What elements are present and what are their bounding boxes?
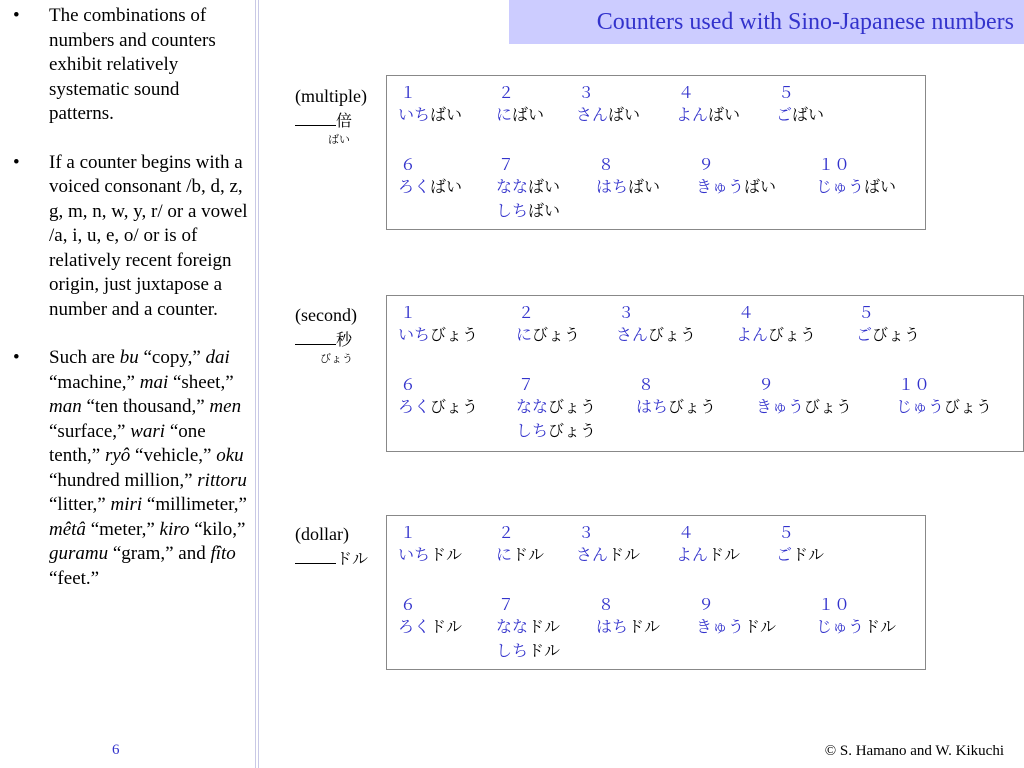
number-kana: きゅう [756,397,805,416]
reading-cell-alt [496,641,560,661]
number-kana: ろく [398,617,431,636]
number-kana: さん [576,545,609,564]
reading-cell [736,325,816,345]
counter-word: kiro [159,518,190,540]
number-kana: はち [636,397,669,416]
number-cell: ３ [578,83,595,102]
counter-kana: ドル [430,545,463,564]
number-kana: ご [776,545,793,564]
counter-gloss: “one tenth,” [49,420,206,466]
reading-cell [896,397,992,417]
number-cell: ２ [498,83,515,102]
counter-kana: びょう [872,325,921,344]
counter-table [386,295,1024,452]
reading-cell [496,177,560,197]
reading-cell [816,177,896,197]
number-kana: しち [516,421,549,440]
number-cell: １ [400,83,417,102]
counter-word: dai [205,347,230,368]
reading-cell [816,617,896,637]
reading-cell [516,325,580,345]
number-kana: はち [596,617,629,636]
counter-kana: びょう [548,421,597,440]
number-cell: １０ [898,375,931,394]
counter-kanji: 秒 [336,330,353,349]
counter-kana: ドル [528,641,561,660]
reading-cell [596,617,660,637]
copyright: © S. Hamano and W. Kikuchi [824,743,1004,759]
counter-gloss: “feet.” [49,567,100,589]
reading-cell-alt [496,201,560,221]
blank-line [295,328,336,345]
reading-cell [856,325,920,345]
left-column [0,0,255,768]
number-cell: ７ [518,375,535,394]
counter-label [295,522,368,571]
number-kana: じゅう [816,617,865,636]
reading-cell [398,545,462,565]
counter-word: ryô [104,445,131,466]
counter-meaning: (dollar) [295,524,349,544]
counter-word: bu [119,347,139,368]
number-cell: ３ [618,303,635,322]
number-cell: ６ [400,595,417,614]
slide-title: Counters used with Sino-Japanese numbers [509,0,1024,44]
bullet-text: The combinations of numbers and counters exhibit relatively systematic sound patterns. [49,5,216,124]
number-cell: ８ [598,595,615,614]
number-kana: に [496,105,513,124]
counter-word: men [209,396,242,417]
counter-word: fîto [210,543,236,564]
counter-kana: びょう [768,325,817,344]
reading-cell-alt [516,421,596,441]
bullet-text: If a counter begins with a voiced consonant /b, d, z, g, m, n, w, y, r/ or a vowel /a, i, u, e, o/ or is of relatively recent foreign origin, just juxtapose a number and a counter. [49,151,248,320]
counter-kana: ばい [792,105,825,124]
reading-cell [398,325,478,345]
counter-kana: ドル [430,617,463,636]
number-cell: ３ [578,523,595,542]
number-kana: いち [398,545,431,564]
number-cell: ４ [738,303,755,322]
counter-kanji: ドル [336,549,369,568]
number-cell: １０ [818,155,851,174]
counter-kana: ドル [744,617,777,636]
counter-kana: びょう [944,397,993,416]
number-cell: ９ [698,155,715,174]
number-kana: きゅう [696,617,745,636]
counter-kana: ばい [512,105,545,124]
reading-cell [496,105,544,125]
number-kana: ご [856,325,873,344]
counter-word: rittoru [197,469,247,491]
number-cell: ７ [498,155,515,174]
reading-cell [576,545,640,565]
reading-cell [516,397,596,417]
counter-gloss: “hundred million,” [49,469,198,491]
bullet-dot: • [13,151,20,173]
counter-kana: ドル [708,545,741,564]
counter-label [295,84,367,133]
counter-word: mêtâ [49,518,86,540]
counter-gloss: “millimeter,” [142,494,247,515]
number-cell: ４ [678,83,695,102]
number-cell: ９ [698,595,715,614]
number-cell: ６ [400,155,417,174]
number-kana: さん [616,325,649,344]
bullet-dot: • [13,5,20,26]
counter-kana: ドル [864,617,897,636]
number-kana: ご [776,105,793,124]
counter-word: man [49,396,82,417]
counter-kana: びょう [804,397,853,416]
counter-label [295,303,357,352]
counter-kana: ドル [512,545,545,564]
blank-line [295,109,336,126]
bullet-dot: • [13,347,20,368]
counter-kana: ばい [528,177,561,196]
reading-cell [398,397,478,417]
reading-cell [696,177,776,197]
number-kana: に [516,325,533,344]
reading-cell [398,177,462,197]
number-kana: しち [496,641,529,660]
counter-gloss: “surface,” [49,420,131,442]
counter-kana: びょう [430,325,479,344]
counter-kana: びょう [532,325,581,344]
number-kana: ろく [398,177,431,196]
counter-reading: びょう [320,352,353,365]
number-kana: いち [398,325,431,344]
reading-cell [676,545,740,565]
counter-table [386,75,926,230]
blank-line [295,547,336,564]
bullet-item [10,151,248,323]
counter-gloss: “vehicle,” [130,445,217,466]
bullet-item [10,4,248,127]
counter-kana: ばい [528,201,561,220]
number-cell: ２ [518,303,535,322]
counter-gloss: “gram,” and [108,543,211,564]
number-kana: なな [516,397,549,416]
number-kana: なな [496,177,529,196]
reading-cell [776,105,824,125]
counter-kana: ドル [628,617,661,636]
counter-kana: ドル [792,545,825,564]
counter-gloss: “copy,” [138,347,206,368]
counter-kana: ドル [608,545,641,564]
number-cell: ９ [758,375,775,394]
number-kana: よん [676,545,709,564]
number-cell: ２ [498,523,515,542]
number-cell: ５ [778,83,795,102]
number-kana: ろく [398,397,431,416]
number-kana: じゅう [896,397,945,416]
counter-kana: ばい [430,105,463,124]
counter-gloss: “ten thousand,” [81,396,210,417]
number-cell: ６ [400,375,417,394]
bullet-text: Such are [49,347,120,368]
reading-cell [496,617,560,637]
bullet-item [10,346,248,591]
number-cell: ８ [598,155,615,174]
reading-cell [596,177,660,197]
number-kana: さん [576,105,609,124]
number-kana: しち [496,201,529,220]
counter-reading: ばい [328,133,350,146]
counter-kana: ばい [608,105,641,124]
counter-gloss: “meter,” [85,518,160,540]
reading-cell [636,397,716,417]
number-kana: に [496,545,513,564]
counter-kana: ばい [430,177,463,196]
number-cell: ４ [678,523,695,542]
reading-cell [616,325,696,345]
number-kana: きゅう [696,177,745,196]
counter-kana: ばい [628,177,661,196]
counter-gloss: “machine,” [49,371,140,393]
divider-line [258,0,259,768]
number-kana: いち [398,105,431,124]
number-cell: ５ [858,303,875,322]
counter-word: oku [216,445,244,466]
counter-word: guramu [49,543,109,564]
reading-cell [756,397,852,417]
counter-gloss: “litter,” [49,494,111,515]
page-number: 6 [112,742,120,758]
reading-cell [776,545,824,565]
counter-kana: びょう [648,325,697,344]
counter-kana: びょう [430,397,479,416]
counter-kana: ドル [528,617,561,636]
counter-kana: ばい [708,105,741,124]
counter-word: wari [130,420,166,442]
reading-cell [696,617,776,637]
number-cell: １ [400,303,417,322]
counter-kana: びょう [668,397,717,416]
counter-kana: ばい [864,177,897,196]
number-cell: ８ [638,375,655,394]
number-cell: ７ [498,595,515,614]
counter-kana: びょう [548,397,597,416]
counter-meaning: (multiple) [295,86,367,106]
number-kana: はち [596,177,629,196]
divider-line [255,0,256,768]
counter-table [386,515,926,670]
reading-cell [496,545,544,565]
counter-gloss: “sheet,” [168,371,234,393]
number-cell: ５ [778,523,795,542]
reading-cell [398,617,462,637]
number-kana: じゅう [816,177,865,196]
reading-cell [676,105,740,125]
number-cell: １０ [818,595,851,614]
counter-word: mai [139,371,169,393]
counter-word: miri [110,494,143,515]
number-kana: なな [496,617,529,636]
reading-cell [576,105,640,125]
number-kana: よん [736,325,769,344]
counter-kanji: 倍 [336,111,353,130]
reading-cell [398,105,462,125]
number-kana: よん [676,105,709,124]
counter-gloss: “kilo,” [189,518,246,540]
number-cell: １ [400,523,417,542]
counter-kana: ばい [744,177,777,196]
bullet-list [10,4,248,615]
counter-meaning: (second) [295,305,357,325]
